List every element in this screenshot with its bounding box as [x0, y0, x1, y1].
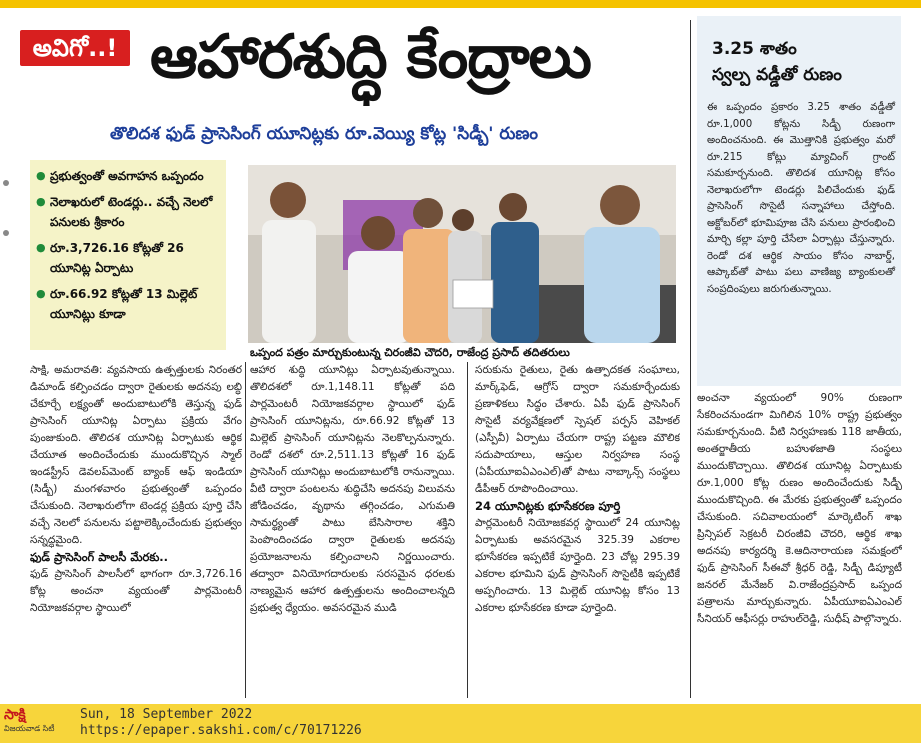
logo-edition: విజయవాడ సిటీ	[4, 724, 55, 733]
column-1-text: సాక్షి, అమరావతి: వ్యవసాయ ఉత్పత్తులకు నిరంతర డిమాండ్ కల్పించడం ద్వారా రైతులకు అదనపు లబ్ధి చేకూర్చే లక్ష్యంతో అందుబాటులోకి తెస్తున్న ఫుడ్ ప్రాసెసింగ్ యూనిట్ల ఏర్పాటు ప్రక్రియ వేగం పుంజుకుంది. తొలిదశ యూనిట్ల ఏర్పాటుకు ఆర్థిక చేయూత అందించేందుకు ముందుకొచ్చిన స్మాల్ ఇండస్ట్రీస్ డెవలప్‌మెంట్ బ్యాంక్ ఆఫ్ ఇండియా (సిడ్బీ) మంగళవారం ప్రభుత్వంతో ఒప్పందం చేసుకుంది. నెలాఖరులోగా టెండర్ల ప్రక్రియ పూర్తి చేసి వచ్చే నెలలో పనులను పట్టాలెక్కించేందుకు ప్రభుత్వం సన్నద్ధమైంది.	[30, 364, 242, 546]
highlight-item: ● రూ.3,726.16 కోట్లతో 26 యూనిట్ల ఏర్పాటు	[36, 238, 222, 278]
column-divider	[245, 362, 246, 698]
top-color-bar	[0, 0, 921, 8]
column-divider	[690, 20, 691, 698]
column-2-text: ఆహార శుద్ధి యూనిట్లు ఏర్పాటవుతున్నాయి. తొలిదశలో రూ.1,148.11 కోట్లతో పది పార్లమెంటరీ నియోజకవర్గాల స్థాయిలో ఫుడ్ ప్రాసెసింగ్ యూనిట్లను, రూ.66.92 కోట్లతో 13 మిల్లెట్ ప్రాసెసింగ్ యూనిట్లను నెలకొల్పనున్నారు. రెండో దశలో రూ.2,511.13 కోట్లతో 16 ఫుడ్ ప్రాసెసింగ్ యూనిట్లు అందుబాటులోకి రానున్నాయి. వీటి ద్వారా పంటలను శుద్ధిచేసి అదనపు విలువను జోడించడం, వృథాను తగ్గించడం, ఎగుమతి సామర్థ్యంతో పాటు బేసిసారాల శక్తిని పెంపొందించడం ద్వారా రైతులకు అదనపు ప్రయోజనాలను కల్పించాలని నిర్ణయించారు. తద్వారా వినియోగదారులకు సరసమైన ధరలకు నాణ్యమైన ఆహార ఉత్పత్తులను అందించాలన్నది ప్రభుత్వ ధ్యేయం. అవసరమైన ముడి	[250, 364, 455, 614]
sidebar-heading-line2: స్వల్ప వడ్డీతో రుణం	[712, 65, 842, 85]
deck-subheadline: తొలిదశ ఫుడ్ ప్రాసెసింగ్ యూనిట్లకు రూ.వెయ్యి కోట్ల 'సిడ్బీ' రుణం	[110, 124, 538, 144]
article-column-1	[30, 362, 242, 702]
sidebar-box	[697, 16, 901, 386]
news-photo	[248, 165, 676, 343]
highlights-box	[30, 160, 226, 350]
column-1-tail: ఫుడ్ ప్రాసెసింగ్ పాలసీలో భాగంగా రూ.3,726.16 కోట్ల అంచనా వ్యయంతో పార్లమెంటరీ నియోజకవర్గాల స్థాయిలో	[30, 568, 242, 614]
highlight-item: ● ప్రభుత్వంతో అవగాహన ఒప్పందం	[36, 166, 222, 186]
column-3-text: సరుకును రైతులు, రైతు ఉత్పాదకత సంఘాలు, మార్క్‌ఫెడ్, ఆగ్రోస్ ద్వారా సమకూర్చేందుకు ప్రణాళికలు సిద్ధం చేశారు. ఏపీ ఫుడ్ ప్రాసెసింగ్ సొసైటీ వర్యవేక్షణలో స్పెషల్ పర్పస్ వెహికల్ (ఎస్పీవీ) ఏర్పాటు చేయగా రాష్ట్ర పట్టణ మౌలిక సదుపాయాలు, ఆస్తుల నిర్వహణ సంస్థ (ఏపీయూఐఏఎంఎల్)తో పాటు నాబ్కాన్స్ సంస్థలు డీపీఆర్ రూపొందించాయి.	[475, 364, 680, 495]
article-column-3	[475, 362, 680, 702]
margin-dot	[3, 230, 9, 236]
column-3-subheading: 24 యూనిట్లకు భూసేకరణ పూర్తి	[475, 499, 621, 513]
epaper-link[interactable]: https://epaper.sakshi.com/c/70171226	[80, 723, 362, 738]
kicker-label: అవిగో..!	[20, 30, 130, 66]
highlight-item: ● నెలాఖరులో టెండర్లు.. వచ్చే నెలలో పనులకు శ్రీకారం	[36, 192, 222, 232]
photo-caption: ఒప్పంద పత్రం మార్చుకుంటున్న చిరంజీవి చౌదరి, రాజేంద్ర ప్రసాద్ తదితరులు	[250, 346, 570, 359]
sidebar-heading	[712, 36, 897, 88]
column-4-text: అంచనా వ్యయంలో 90% రుణంగా సేకరించనుండగా మిగిలిన 10% రాష్ట్ర ప్రభుత్వం సమకూర్చనుంది. వీటి నిర్వహణకు 118 జాతీయ, అంతర్జాతీయ బహుళజాతి సంస్థలు ముందుకొచ్చాయి. తొలిదశ యూనిట్ల ఏర్పాటుకు రూ.1,000 కోట్ల రుణం అందించేందుకు సిడ్బీ ముందుకొచ్చింది. ఈ మేరకు ప్రభుత్వంతో ఒప్పందం చేసుకుంది. సచివాలయంలో మార్కెటింగ్ శాఖ ప్రిన్సిపల్ సెక్రటరీ చిరంజీవి చౌదరి, ఆర్థిక శాఖ అదనపు కార్యదర్శి కె.ఆదినారాయణ సమక్షంలో ఫుడ్ ప్రాసెసింగ్ సీఈవో శ్రీధర్ రెడ్డి, సిడ్బీ డిప్యూటీ జనరల్ మేనేజర్ వి.రాజేంద్రప్రసాద్ ఒప్పంద పత్రాలను మార్చుకున్నారు. ఏపీయూఐఏఎంఎల్ సీనియర్ ఆఫీసర్లు రాహుల్‌రెడ్డి, సుధీష్ పాల్గొన్నారు.	[697, 392, 902, 625]
column-3-tail: పార్లమెంటరీ నియోజకవర్గ స్థాయిలో 24 యూనిట్ల ఏర్పాటుకు అవసరమైన 325.39 ఎకరాల భూసేకరణ ఇప్పటికే పూర్తైంది. 23 చోట్ల 295.39 ఎకరాల భూమిని ఫుడ్ ప్రాసెసింగ్ సొసైటీకి ఇప్పటికే అప్పగించారు. 13 మిల్లెట్ యూనిట్ల కోసం 13 ఎకరాల భూసేకరణ కూడా పూర్తైంది.	[475, 517, 680, 614]
article-column-2	[250, 362, 455, 702]
sidebar-heading-line1: 3.25 శాతం	[712, 39, 797, 59]
edition-date: Sun, 18 September 2022	[80, 707, 253, 722]
margin-dot	[3, 180, 9, 186]
sakshi-logo	[4, 707, 74, 741]
sidebar-body-text: ఈ ఒప్పందం ప్రకారం 3.25 శాతం వడ్డీతో రూ.1,000 కోట్లను సిడ్బీ రుణంగా అందించనుంది. ఈ మొత్తానికి ప్రభుత్వం మరో రూ.215 కోట్లు మ్యాచింగ్ గ్రాంట్ సమకూర్చనుంది. తొలిదశ యూనిట్ల కోసం నెలాఖరులోగా టెండర్లు పిలిచేందుకు ఫుడ్ ప్రాసెసింగ్ సొసైటీ సన్నాహాలు చేస్తోంది. అక్టోబర్‌లో భూమిపూజ చేసి పనులు ప్రారంభించి మార్చి కల్లా పూర్తి చేసేలా ఏర్పాట్లు చేస్తున్నారు. రెండో దశ ఆర్థిక సాయం కోసం నాబార్డ్, ఆప్కాబ్‌తో పాటు పలు వాణిజ్య బ్యాంకులతో సంప్రదింపులు జరుగుతున్నాయి.	[707, 102, 895, 295]
column-1-subheading: ఫుడ్ ప్రాసెసింగ్ పాలసీ మేరకు..	[30, 550, 169, 564]
article-column-4	[697, 390, 902, 702]
photo-illustration	[248, 165, 676, 343]
left-margin	[0, 170, 12, 490]
column-divider	[467, 362, 468, 698]
headline: ఆహారశుద్ధి కేంద్రాలు	[150, 22, 591, 92]
highlight-item: ● రూ.66.92 కోట్లతో 13 మిల్లెట్ యూనిట్లు కూడా	[36, 284, 222, 324]
logo-title: సాక్షి	[4, 707, 26, 723]
